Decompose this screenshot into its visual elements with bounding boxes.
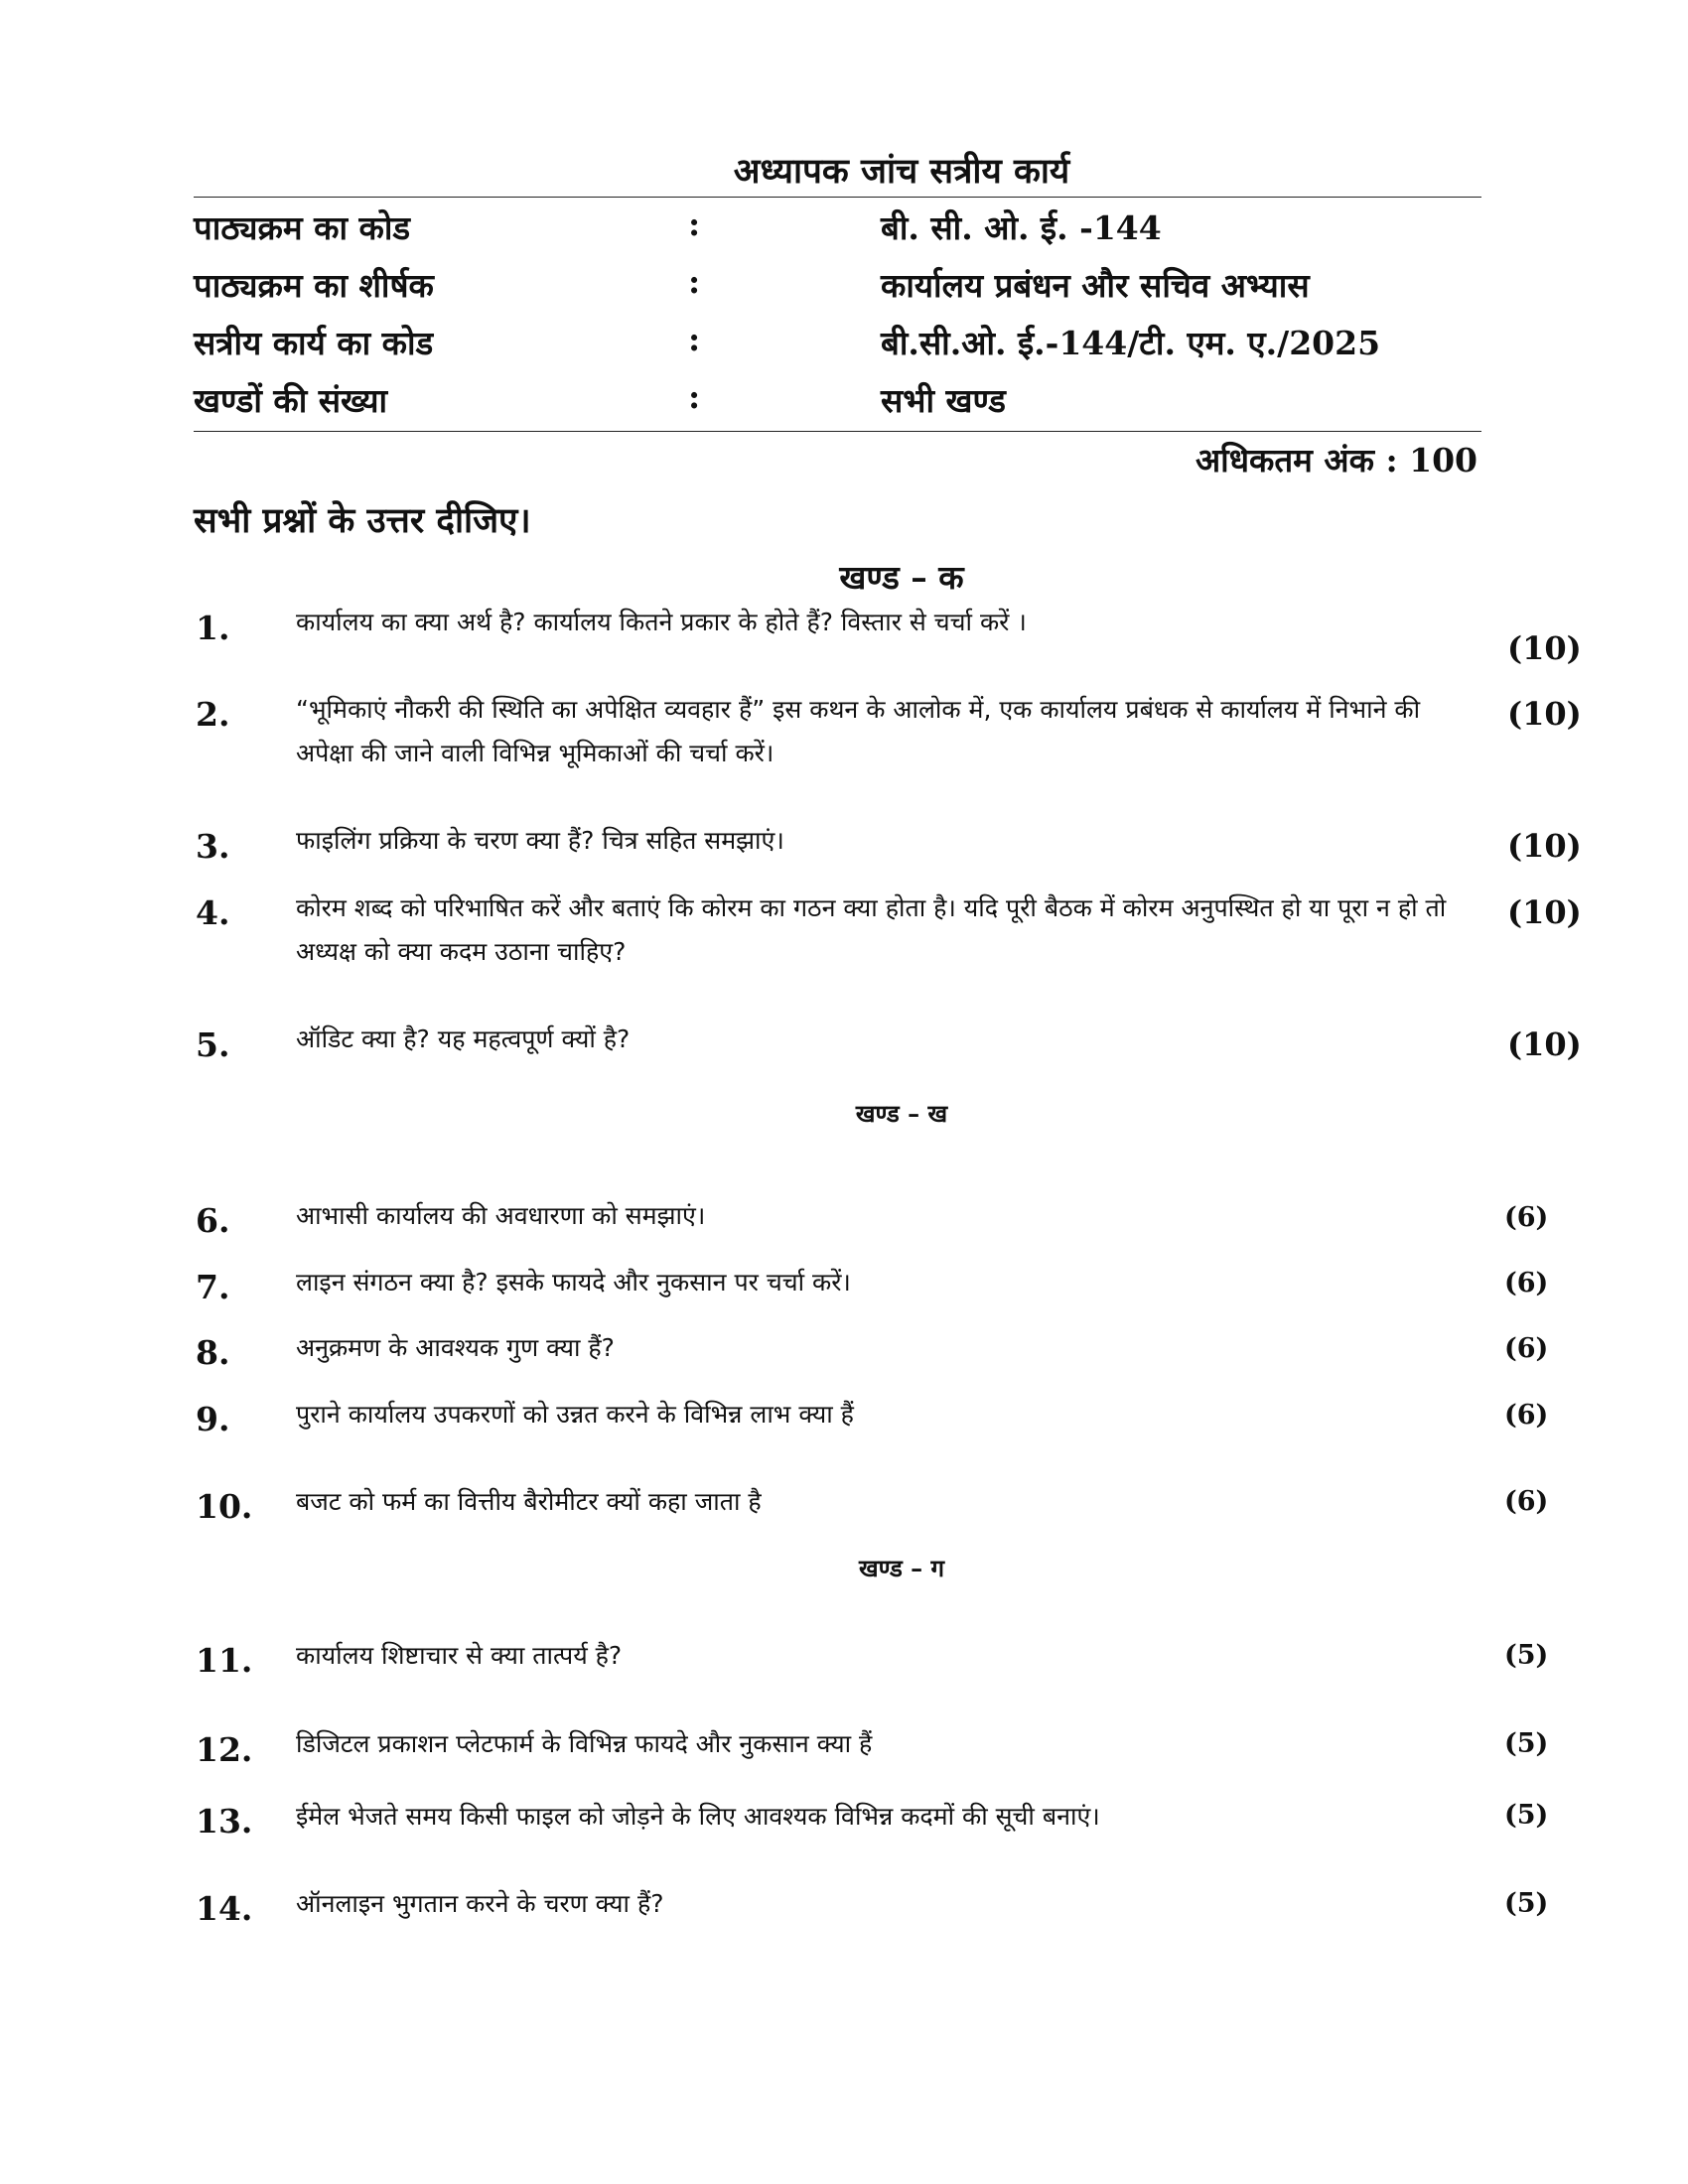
question-marks: (5)	[1504, 1800, 1549, 1831]
question-text: पुराने कार्यालय उपकरणों को उन्नत करने के विभिन्न लाभ क्या हैं	[296, 1400, 854, 1429]
question-text: बजट को फर्म का वित्तीय बैरोमीटर क्यों कहा जाता है	[296, 1487, 762, 1516]
question-marks: (6)	[1504, 1202, 1549, 1233]
question-number: 2.	[196, 695, 230, 734]
question-number: 14.	[196, 1889, 253, 1928]
question-number: 5.	[196, 1025, 230, 1064]
question-text: लाइन संगठन क्या है? इसके फायदे और नुकसान पर चर्चा करें।	[296, 1268, 851, 1297]
question-number: 8.	[196, 1333, 230, 1372]
info-colon: :	[688, 205, 701, 243]
info-value: कार्यालय प्रबंधन और सचिव अभ्यास	[881, 266, 1310, 305]
question-text: कोरम शब्द को परिभाषित करें और बताएं कि कोरम का गठन क्या होता है। यदि पूरी बैठक में कोरम अनुपस्थित हो या पूरा न हो तो अध्यक्ष को क्या कदम उठाना चाहिए?	[296, 893, 1447, 966]
divider-bottom	[194, 431, 1481, 432]
question-number: 10.	[196, 1487, 253, 1526]
question-text: “भूमिकाएं नौकरी की स्थिति का अपेक्षित व्यवहार हैं” इस कथन के आलोक में, एक कार्यालय प्रबंधक से कार्यालय में निभाने की अपेक्षा की जाने वाली विभिन्न भूमिकाओं की चर्चा करें।	[296, 695, 1421, 767]
info-label: पाठ्यक्रम का कोड	[194, 208, 411, 247]
divider-top	[194, 197, 1481, 198]
question-text: कार्यालय का क्या अर्थ है? कार्यालय कितने प्रकार के होते हैं? विस्तार से चर्चा करें ।	[296, 608, 1027, 636]
question-text: कार्यालय शिष्टाचार से क्या तात्पर्य है?	[296, 1641, 623, 1670]
question-marks: (10)	[1507, 827, 1582, 865]
question-number: 11.	[196, 1641, 253, 1680]
question-number: 13.	[196, 1802, 253, 1841]
question-marks: (6)	[1504, 1268, 1549, 1298]
question-marks: (6)	[1504, 1333, 1549, 1364]
info-row-blocks	[194, 377, 1484, 429]
info-label: सत्रीय कार्य का कोड	[194, 324, 434, 362]
info-label: खण्डों की संख्या	[194, 381, 388, 420]
instruction: सभी प्रश्नों के उत्तर दीजिए।	[194, 500, 531, 541]
question-number: 7.	[196, 1268, 230, 1306]
question-marks: (10)	[1507, 695, 1582, 733]
question-text: ईमेल भेजते समय किसी फाइल को जोड़ने के लिए आवश्यक विभिन्न कदमों की सूची बनाएं।	[296, 1802, 1100, 1831]
info-colon: :	[688, 320, 701, 358]
question-marks: (5)	[1504, 1728, 1549, 1759]
info-value: सभी खण्ड	[881, 381, 1006, 420]
section-heading-c: खण्ड – ग	[858, 1554, 945, 1582]
info-colon: :	[688, 262, 701, 301]
question-marks: (6)	[1504, 1400, 1549, 1431]
question-text: डिजिटल प्रकाशन प्लेटफार्म के विभिन्न फायदे और नुकसान क्या हैं	[296, 1729, 873, 1758]
section-heading-b: खण्ड – ख	[855, 1099, 948, 1128]
question-number: 12.	[196, 1730, 253, 1769]
question-number: 6.	[196, 1201, 230, 1240]
question-number: 1.	[196, 609, 230, 647]
page-title: अध्यापक जांच सत्रीय कार्य	[733, 151, 1070, 192]
info-colon: :	[688, 377, 701, 416]
question-marks: (5)	[1504, 1888, 1549, 1919]
question-number: 9.	[196, 1400, 230, 1438]
question-text: ऑडिट क्या है? यह महत्वपूर्ण क्यों है?	[296, 1024, 631, 1053]
question-text: ऑनलाइन भुगतान करने के चरण क्या हैं?	[296, 1889, 664, 1918]
question-number: 3.	[196, 827, 230, 866]
info-row-course-code	[194, 205, 1484, 256]
info-row-assignment-code	[194, 320, 1484, 371]
info-label: पाठ्यक्रम का शीर्षक	[194, 266, 434, 305]
question-text: फाइलिंग प्रक्रिया के चरण क्या हैं? चित्र सहित समझाएं।	[296, 826, 784, 855]
info-row-course-title	[194, 262, 1484, 314]
question-marks: (10)	[1507, 1025, 1582, 1063]
question-marks: (10)	[1507, 893, 1582, 931]
info-value: बी.सी.ओ. ई.-144/टी. एम. ए./2025	[881, 324, 1381, 362]
info-value: बी. सी. ओ. ई. -144	[881, 208, 1162, 247]
question-marks: (10)	[1507, 629, 1582, 667]
question-number: 4.	[196, 893, 230, 932]
question-text: अनुक्रमण के आवश्यक गुण क्या हैं?	[296, 1333, 615, 1362]
question-text: आभासी कार्यालय की अवधारणा को समझाएं।	[296, 1201, 706, 1230]
maximum-marks: अधिकतम अंक : 100	[1195, 441, 1477, 479]
question-marks: (6)	[1504, 1486, 1549, 1517]
question-marks: (5)	[1504, 1640, 1549, 1671]
section-heading-a: खण्ड – क	[839, 558, 964, 597]
